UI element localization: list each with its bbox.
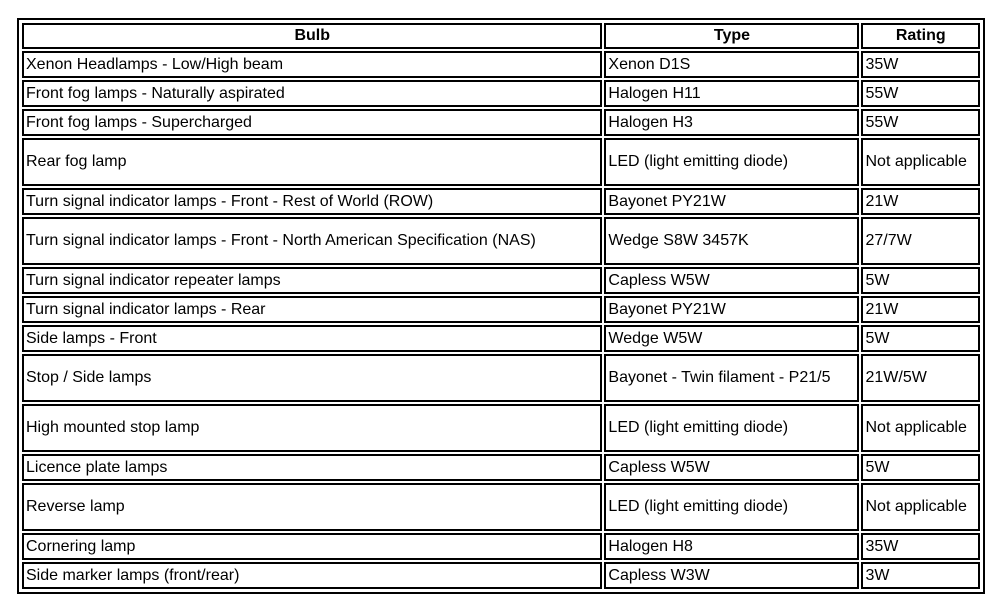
table-row [22, 354, 980, 402]
cell-bulb: Licence plate lamps [22, 454, 602, 481]
header-type: Type [604, 23, 859, 49]
cell-bulb: Side marker lamps (front/rear) [22, 562, 602, 589]
table-row [22, 188, 980, 215]
header-bulb: Bulb [22, 23, 602, 49]
cell-rating: 5W [861, 325, 980, 352]
cell-type: Xenon D1S [604, 51, 859, 78]
table-row [22, 454, 980, 481]
cell-rating: 55W [861, 80, 980, 107]
table-row [22, 80, 980, 107]
bulb-table [20, 21, 982, 591]
cell-bulb: High mounted stop lamp [22, 404, 602, 452]
cell-rating: 55W [861, 109, 980, 136]
table-row [22, 533, 980, 560]
cell-rating: Not applicable [861, 404, 980, 452]
cell-type: Halogen H8 [604, 533, 859, 560]
cell-bulb: Cornering lamp [22, 533, 602, 560]
table-row [22, 138, 980, 186]
header-rating: Rating [861, 23, 980, 49]
cell-rating: Not applicable [861, 483, 980, 531]
cell-bulb: Reverse lamp [22, 483, 602, 531]
table-row [22, 483, 980, 531]
cell-type: LED (light emitting diode) [604, 138, 859, 186]
cell-bulb: Side lamps - Front [22, 325, 602, 352]
cell-rating: 21W [861, 296, 980, 323]
cell-bulb: Turn signal indicator lamps - Front - North American Specification (NAS) [22, 217, 602, 265]
cell-type: LED (light emitting diode) [604, 404, 859, 452]
cell-type: Capless W5W [604, 267, 859, 294]
cell-rating: 3W [861, 562, 980, 589]
cell-type: Bayonet - Twin filament - P21/5 [604, 354, 859, 402]
cell-bulb: Xenon Headlamps - Low/High beam [22, 51, 602, 78]
table-row [22, 325, 980, 352]
cell-rating: 21W [861, 188, 980, 215]
table-header-row [22, 23, 980, 49]
cell-type: Halogen H11 [604, 80, 859, 107]
cell-rating: 35W [861, 51, 980, 78]
cell-type: LED (light emitting diode) [604, 483, 859, 531]
table-row [22, 267, 980, 294]
table-row [22, 109, 980, 136]
cell-bulb: Front fog lamps - Supercharged [22, 109, 602, 136]
cell-type: Bayonet PY21W [604, 296, 859, 323]
cell-type: Halogen H3 [604, 109, 859, 136]
cell-bulb: Rear fog lamp [22, 138, 602, 186]
cell-rating: 35W [861, 533, 980, 560]
cell-rating: 21W/5W [861, 354, 980, 402]
cell-type: Wedge W5W [604, 325, 859, 352]
cell-type: Bayonet PY21W [604, 188, 859, 215]
table-row [22, 404, 980, 452]
cell-bulb: Turn signal indicator lamps - Front - Rest of World (ROW) [22, 188, 602, 215]
table-row [22, 217, 980, 265]
cell-type: Wedge S8W 3457K [604, 217, 859, 265]
cell-type: Capless W5W [604, 454, 859, 481]
table-row [22, 562, 980, 589]
cell-bulb: Front fog lamps - Naturally aspirated [22, 80, 602, 107]
cell-rating: Not applicable [861, 138, 980, 186]
cell-bulb: Turn signal indicator repeater lamps [22, 267, 602, 294]
table-row [22, 51, 980, 78]
cell-type: Capless W3W [604, 562, 859, 589]
cell-rating: 5W [861, 267, 980, 294]
cell-bulb: Stop / Side lamps [22, 354, 602, 402]
table-row [22, 296, 980, 323]
bulb-table-container [17, 18, 985, 594]
cell-rating: 27/7W [861, 217, 980, 265]
cell-rating: 5W [861, 454, 980, 481]
cell-bulb: Turn signal indicator lamps - Rear [22, 296, 602, 323]
